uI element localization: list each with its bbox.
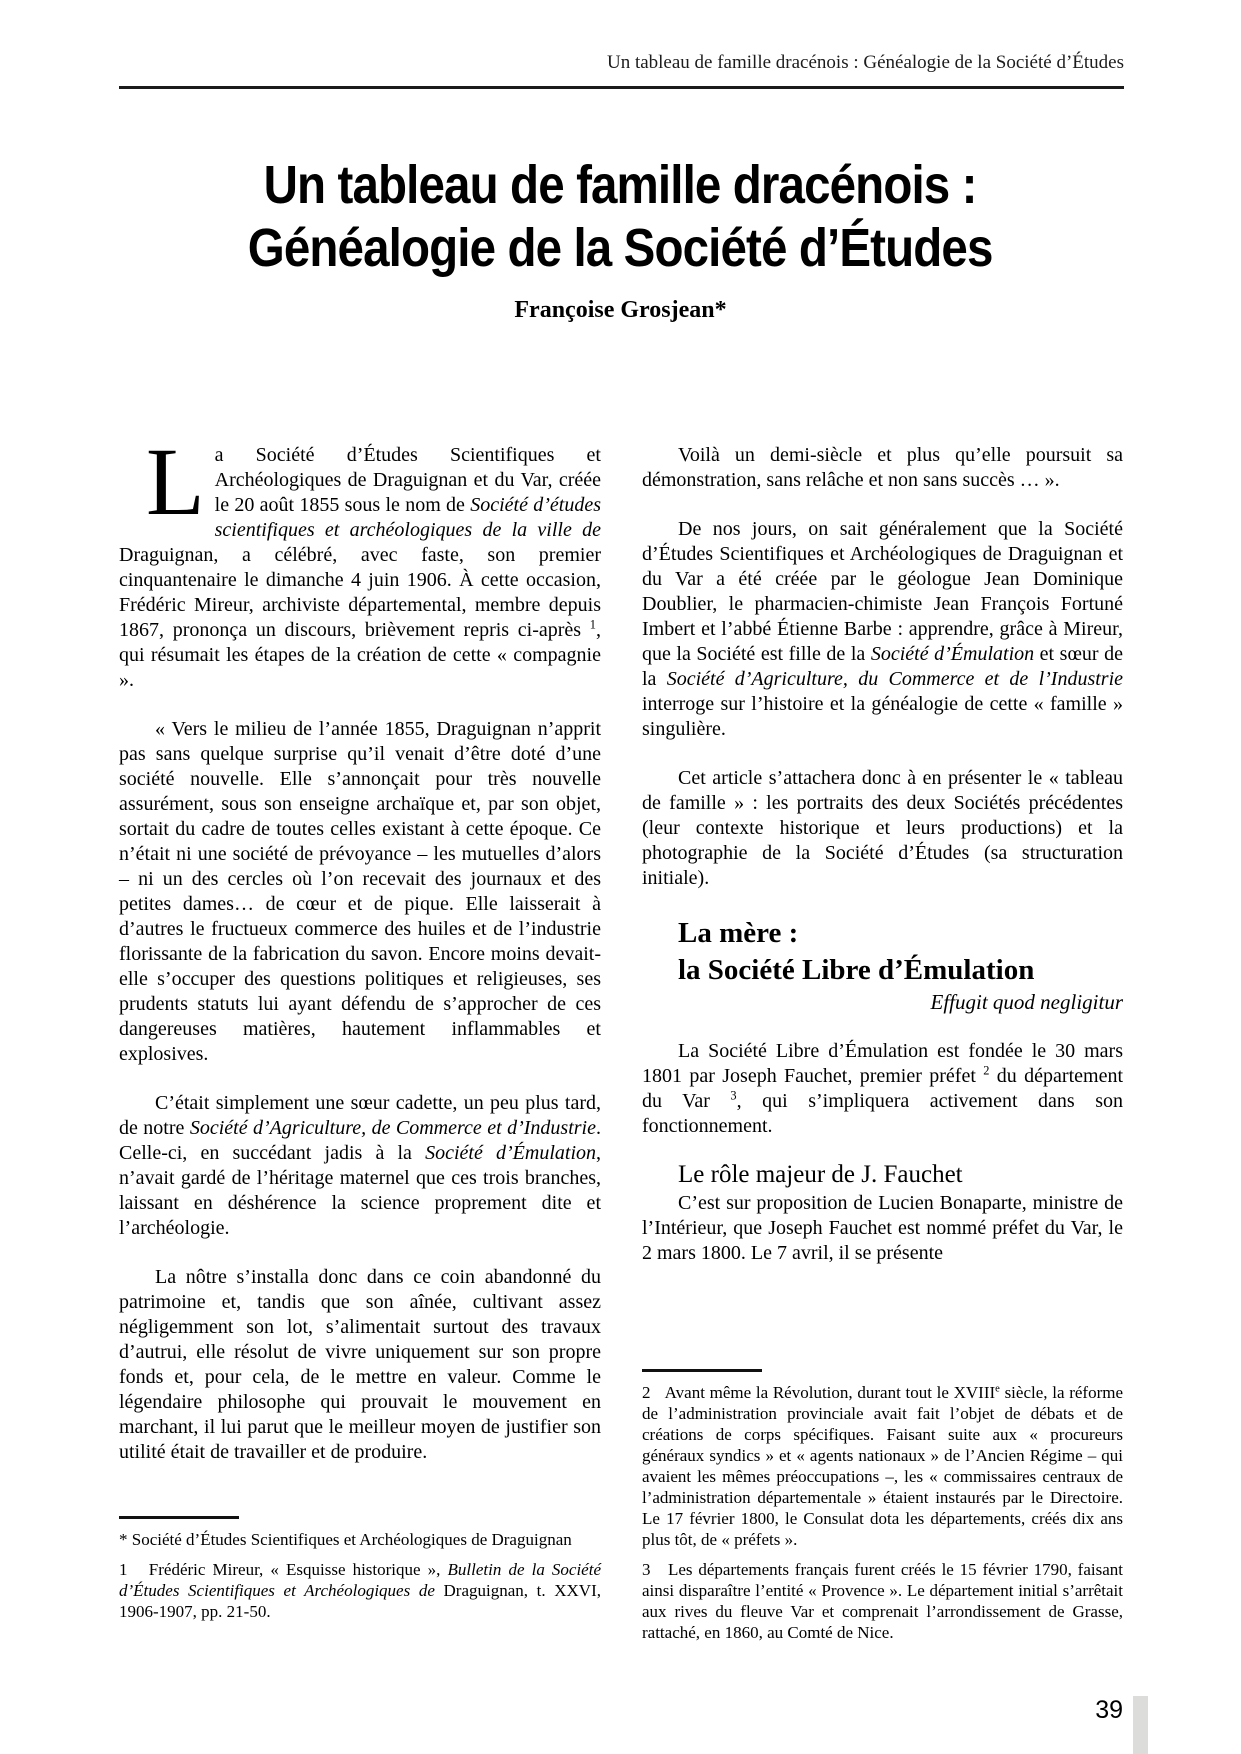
- footnote-star: * Société d’Études Scientifiques et Archéologiques de Draguignan: [119, 1530, 572, 1549]
- paragraph: Voilà un demi-siècle et plus qu’elle poursuit sa démonstration, sans relâche et non sans succès … ».: [642, 444, 1123, 491]
- left-footnotes: [119, 1516, 601, 1631]
- paragraph: [119, 428, 601, 693]
- paragraph: La Société Libre d’Émulation est fondée le 30 mars 1801 par Joseph Fauchet, premier préfet $^2$ du département du Var $^3$, qui s’impliquera activement dans son fonctionnement.: [642, 1040, 1124, 1137]
- epigraph: Effugit quod negligitur: [930, 990, 1123, 1014]
- right-column: [642, 443, 1123, 1266]
- footnote-2: 2 Avant même la Révolution, durant tout le XVIIIe siècle, la réforme de l’administration provinciale avait fait l’objet de débats et de créations de corps spécifiques. Faisant suite aux « procureurs généraux syndics » et « agents nationaux » de l’Ancien Régime – qui avaient les mêmes préoccupations –, les « commissaires centraux de l’administration départementale » étaient instaurés par le Directoire. Le 17 février 1800, le Consulat dota les départements, créés dix ans plus tôt, de « préfets ».: [642, 1383, 1124, 1549]
- page-edge-tab: [1133, 1696, 1148, 1754]
- article-author: Françoise Grosjean*: [514, 297, 727, 323]
- section-heading: [678, 915, 1123, 989]
- paragraph: C’était simplement une sœur cadette, un peu plus tard, de notre Société d’Agriculture, de Commerce et d’Industrie. Celle-ci, en succédant jadis à la Société d’Émulation, n’avait gardé de l’héritage maternel que ces trois branches, laissant en déshérence la science proprement dite et l’archéologie.: [119, 1092, 602, 1239]
- footnote-rule: [642, 1369, 762, 1372]
- right-footnotes: [642, 1369, 1123, 1652]
- article-title: [0, 154, 1241, 280]
- title-line-1: Un tableau de famille dracénois :: [263, 155, 977, 216]
- paragraph: « Vers le milieu de l’année 1855, Draguignan n’apprit pas sans quelque surprise qu’il venait d’être doté d’une société nouvelle. Elle s’annonçait pour très nouvelle assurément, sous son enseigne archaïque et, par son objet, sortait du cadre de toutes celles existant à cette époque. Ce n’était ni une société de prévoyance – les mutuelles d’alors – ni un des cercles où l’on recevait des journaux et des petites dames… de cœur et de pique. Elle laisserait à d’autres le fructueux commerce des huiles et de l’industrie florissante de la fabrication du savon. Encore moins devait-elle s’occuper des questions politiques et religieuses, ses prudents statuts lui ayant défendu de s’approcher de ces dangereuses matières, hautement inflammables et explosives.: [119, 718, 601, 1065]
- footnote-rule: [119, 1516, 239, 1519]
- footnote-3: 3 Les départements français furent créés le 15 février 1790, faisant ainsi disparaître l’entité « Provence ». Le département initial s’arrêtait aux rives du fleuve Var et comprenait l’arrondissement de Grasse, rattaché, en 1860, au Comté de Nice.: [642, 1560, 1123, 1642]
- paragraph: La nôtre s’installa donc dans ce coin abandonné du patrimoine et, tandis que son aînée, cultivant assez négligemment son lot, s’alimentait surtout des travaux d’autrui, elle résolut de vivre uniquement sur son propre fonds et, pour cela, de le mettre en valeur. Comme le légendaire philosophe qui prouvait le mouvement en marchant, il lui parut que le meilleur moyen de justifier son utilité était de travailler et de produire.: [119, 1266, 601, 1463]
- title-line-2: Généalogie de la Société d’Études: [248, 218, 993, 279]
- page-number: 39: [1095, 1696, 1123, 1724]
- paragraph: C’est sur proposition de Lucien Bonaparte, ministre de l’Intérieur, que Joseph Fauchet est nommé préfet du Var, le 2 mars 1800. Le 7 avril, il se présente: [642, 1192, 1123, 1264]
- paragraph-text: a Société d’Études Scientifiques et Archéologiques de Draguignan et du Var, créée le 20 août 1855 sous le nom de Société d’études scientifiques et archéologiques de la ville de Draguignan, a célébré, avec faste, son premier cinquantenaire le dimanche 4 juin 1906. À cette occasion, Frédéric Mireur, archiviste départemental, membre depuis 1867, prononça un discours, brièvement repris ci-après $^1$, qui résumait les étapes de la création de cette « compagnie ».: [119, 444, 601, 691]
- header-rule: [119, 86, 1124, 89]
- left-column: [119, 428, 602, 1465]
- subsection-heading: Le rôle majeur de J. Fauchet: [678, 1161, 963, 1188]
- section-heading-line-1: La mère :: [678, 917, 799, 949]
- drop-cap: L: [146, 428, 205, 535]
- running-header: Un tableau de famille dracénois : Généalogie de la Société d’Études: [606, 52, 1124, 73]
- section-heading-line-2: la Société Libre d’Émulation: [678, 954, 1035, 986]
- paragraph: De nos jours, on sait généralement que la Société d’Études Scientifiques et Archéologiques de Draguignan et du Var a été créée par le géologue Jean Dominique Doublier, le pharmacien-chimiste Jean François Fortuné Imbert et l’abbé Étienne Barbe : apprendre, grâce à Mireur, que la Société est fille de la Société d’Émulation et sœur de la Société d’Agriculture, du Commerce et de l’Industrie interroge sur l’histoire et la généalogie de cette « famille » singulière.: [642, 518, 1124, 740]
- footnote-1: 1 Frédéric Mireur, « Esquisse historique », Bulletin de la Société d’Études Scientifiques et Archéologiques de Draguignan, t. XXVI, 1906-1907, pp. 21-50.: [119, 1560, 601, 1621]
- paragraph: Cet article s’attachera donc à en présenter le « tableau de famille » : les portraits des deux Sociétés précédentes (leur contexte historique et leurs productions) et la photographie de la Société d’Études (sa structuration initiale).: [642, 767, 1123, 889]
